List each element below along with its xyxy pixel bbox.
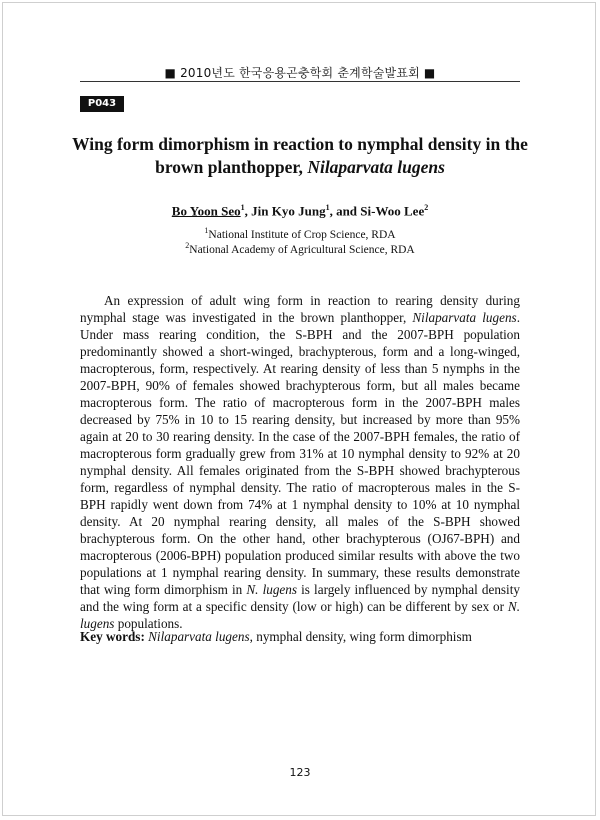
title-line-1: Wing form dimorphism in reaction to nymphal density in the (72, 134, 528, 154)
abstract-species: Nilaparvata lugens (412, 310, 517, 325)
author-sep: , (244, 203, 252, 219)
author-1-affil: 1 (240, 203, 245, 212)
keywords-species: Nilaparvata lugens (148, 629, 250, 644)
affiliation-2-text: National Academy of Agricultural Science, RDA (189, 243, 415, 256)
author-3: Si-Woo Lee (360, 203, 425, 219)
affiliation-1 (80, 226, 520, 241)
author-list (80, 203, 520, 219)
abstract-species: N. lugens (246, 582, 298, 597)
conference-header: ■ 2010년도 한국응용곤충학회 춘계학술발표회 ■ (164, 66, 436, 80)
abstract-text: An expression of adult wing form in reaction to rearing density during nymphal stage was investigated in the brown planthopper, (80, 293, 520, 325)
author-2-affil: 1 (325, 203, 330, 212)
author-3-affil: 2 (424, 203, 429, 212)
header-rule (80, 81, 520, 82)
affiliation-1-mark: 1 (204, 226, 209, 235)
keywords (80, 628, 520, 645)
paper-title (70, 133, 530, 179)
affiliation-2-mark: 2 (185, 241, 190, 250)
abstract-species: N. lugens (80, 599, 520, 631)
keywords-label: Key words: (80, 629, 145, 644)
author-sep: , and (329, 203, 361, 219)
page-number: 123 (289, 766, 311, 779)
affiliation-2 (80, 241, 520, 256)
author-1: Bo Yoon Seo (171, 203, 241, 219)
abstract-body (80, 292, 520, 632)
poster-id-badge: P043 (80, 96, 124, 112)
abstract-text: is largely influenced by nymphal density and the wing form at a specific density (low or high) can be different by sex or (80, 582, 520, 614)
abstract-text: . Under mass rearing condition, the S-BPH and the 2007-BPH population predominantly showed a short-winged, brachypterous, form and a long-winged, macropterous, form, respectively. At rearing density of less than 5 nymphs in the 2007-BPH, 90% of females showed brachypterous form, but all males became macropterous form. The ratio of macropterous form in the 2007-BPH males decreased by 75% in 10 to 15 rearing density, but increased by more than 95% again at 20 to 30 rearing density. In the case of the 2007-BPH females, the ratio of macropterous form gradually grew from 31% at 10 nymphal density to 92% at 20 nymphal density. All females originated from the S-BPH showed brachypterous form, regardless of nymphal density. The ratio of macropterous males in the S-BPH rapidly went down from 74% at 1 nymphal density to 10% at 10 nymphal density. At 20 nymphal rearing density, all males of the S-BPH showed brachypterous form. On the other hand, other brachypterous (OJ67-BPH) and macropterous (2006-BPH) population produced similar results with above the two populations at 1 nymphal rearing density. In summary, these results demonstrate that wing form dimorphism in (80, 310, 520, 597)
author-2: Jin Kyo Jung (251, 203, 326, 219)
title-species: Nilaparvata lugens (307, 157, 445, 177)
abstract-text: populations. (114, 616, 183, 631)
affiliation-1-text: National Institute of Crop Science, RDA (208, 228, 396, 241)
keywords-text: , nymphal density, wing form dimorphism (249, 629, 472, 644)
title-line-2: brown planthopper, (155, 157, 308, 177)
